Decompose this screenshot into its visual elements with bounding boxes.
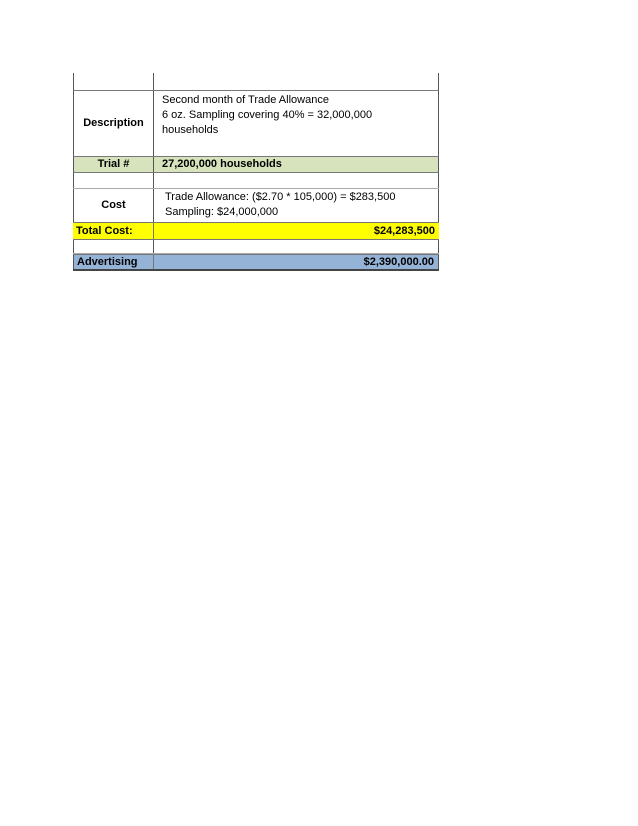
value-cell xyxy=(154,173,439,188)
advertising-value: $2,390,000.00 xyxy=(154,255,439,269)
description-line: households xyxy=(162,124,219,136)
label-cell xyxy=(73,73,154,90)
advertising-label: Advertising xyxy=(73,255,154,269)
cost-line: Sampling: $24,000,000 xyxy=(165,206,279,218)
value-cell xyxy=(154,73,439,90)
trial-label: Trial # xyxy=(73,157,154,172)
value-cell xyxy=(154,240,439,253)
advertising-row xyxy=(73,254,439,271)
label-cell xyxy=(73,173,154,188)
description-line: Second month of Trade Allowance xyxy=(162,94,329,106)
description-line: 6 oz. Sampling covering 40% = 32,000,000 xyxy=(162,109,373,121)
trial-row xyxy=(73,156,439,173)
cost-label: Cost xyxy=(73,189,154,222)
cost-table xyxy=(73,73,439,271)
blank-row xyxy=(73,73,439,90)
trial-value: 27,200,000 households xyxy=(154,157,439,172)
description-value xyxy=(154,91,439,156)
cost-value xyxy=(154,189,439,222)
total-cost-row xyxy=(73,222,439,240)
total-cost-label: Total Cost: xyxy=(73,223,154,239)
description-row xyxy=(73,90,439,156)
total-cost-value: $24,283,500 xyxy=(373,224,435,237)
description-label: Description xyxy=(73,91,154,156)
cost-line: Trade Allowance: ($2.70 * 105,000) = $283,500 xyxy=(165,191,396,203)
cost-row xyxy=(73,189,439,222)
label-cell xyxy=(73,240,154,253)
blank-row xyxy=(73,240,439,254)
blank-row xyxy=(73,173,439,189)
